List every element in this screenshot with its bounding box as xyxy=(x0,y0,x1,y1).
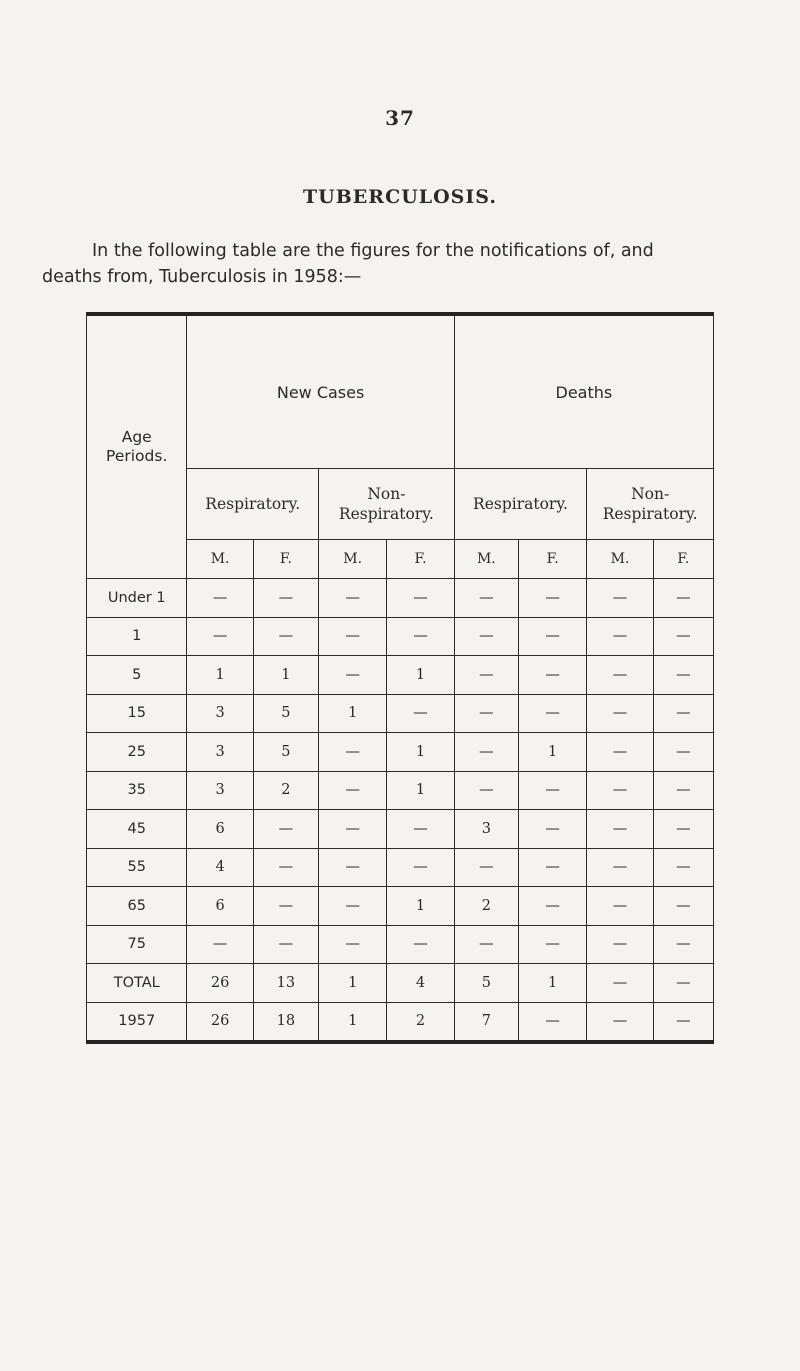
table-cell: 4 xyxy=(387,964,454,1003)
table-row xyxy=(87,579,714,618)
table-cell: — xyxy=(519,810,587,849)
age-header-line1: Age xyxy=(121,428,152,446)
table-cell: — xyxy=(187,925,253,964)
table-cell: — xyxy=(319,771,387,810)
table-row xyxy=(87,733,714,772)
new-cases-non-respiratory-header xyxy=(319,469,455,540)
table-row xyxy=(87,694,714,733)
table-cell: — xyxy=(587,848,653,887)
table-cell: — xyxy=(187,617,253,656)
table-cell: — xyxy=(519,887,587,926)
table-cell: — xyxy=(653,964,713,1003)
table-cell: — xyxy=(587,1002,653,1042)
intro-line-1: In the following table are the figures for the notifications of, and xyxy=(92,241,654,261)
table-cell: — xyxy=(319,848,387,887)
table-cell: — xyxy=(653,694,713,733)
table-cell: — xyxy=(387,617,454,656)
table-cell: 6 xyxy=(187,887,253,926)
deaths-header: Deaths xyxy=(454,314,713,469)
table-cell: — xyxy=(253,925,318,964)
table-cell: 26 xyxy=(187,1002,253,1042)
age-header-line2: Periods. xyxy=(106,447,168,465)
table-cell: — xyxy=(587,656,653,695)
table-cell: 1 xyxy=(187,656,253,695)
nonresp-line2: Respiratory. xyxy=(602,505,698,523)
table-cell: — xyxy=(253,810,318,849)
table-row xyxy=(87,617,714,656)
table-row xyxy=(87,656,714,695)
new-cases-header: New Cases xyxy=(187,314,454,469)
table-cell: — xyxy=(387,579,454,618)
age-period-cell: 45 xyxy=(87,810,187,849)
table-cell: 7 xyxy=(454,1002,518,1042)
table-cell: 2 xyxy=(387,1002,454,1042)
table-cell: 3 xyxy=(187,771,253,810)
col-male: M. xyxy=(454,540,518,579)
table-cell: — xyxy=(319,925,387,964)
col-female: F. xyxy=(653,540,713,579)
table-cell: 1 xyxy=(387,887,454,926)
table-cell: — xyxy=(587,925,653,964)
table-cell: 1 xyxy=(519,733,587,772)
col-male: M. xyxy=(319,540,387,579)
age-period-cell: TOTAL xyxy=(87,964,187,1003)
table-cell: 6 xyxy=(187,810,253,849)
tuberculosis-table xyxy=(86,312,714,1044)
table-cell: — xyxy=(454,771,518,810)
table-cell: — xyxy=(587,733,653,772)
table-cell: — xyxy=(319,887,387,926)
table-cell: 1 xyxy=(253,656,318,695)
table-cell: — xyxy=(519,1002,587,1042)
table-cell: — xyxy=(253,617,318,656)
table-cell: — xyxy=(387,694,454,733)
table-cell: — xyxy=(653,1002,713,1042)
table-cell: 1 xyxy=(319,964,387,1003)
age-period-cell: 65 xyxy=(87,887,187,926)
age-period-cell: 75 xyxy=(87,925,187,964)
table-cell: — xyxy=(387,925,454,964)
table-cell: 3 xyxy=(454,810,518,849)
intro-line-2: deaths from, Tuberculosis in 1958:— xyxy=(42,267,362,287)
table-cell: 5 xyxy=(253,694,318,733)
age-period-cell: 55 xyxy=(87,848,187,887)
table-cell: — xyxy=(587,964,653,1003)
table-cell: — xyxy=(454,579,518,618)
table-cell: 2 xyxy=(454,887,518,926)
nonresp-line2: Respiratory. xyxy=(338,505,434,523)
table-cell: — xyxy=(587,579,653,618)
table-cell: — xyxy=(653,733,713,772)
table-cell: 13 xyxy=(253,964,318,1003)
table-row xyxy=(87,925,714,964)
col-female: F. xyxy=(253,540,318,579)
table-cell: — xyxy=(653,925,713,964)
table-cell: — xyxy=(319,733,387,772)
table-cell: 2 xyxy=(253,771,318,810)
nonresp-line1: Non- xyxy=(367,485,406,503)
table-cell: 5 xyxy=(253,733,318,772)
table-cell: — xyxy=(454,848,518,887)
table-cell: — xyxy=(587,694,653,733)
table-cell: — xyxy=(587,771,653,810)
table-cell: — xyxy=(653,579,713,618)
col-female: F. xyxy=(519,540,587,579)
table-cell: — xyxy=(587,810,653,849)
page-title: TUBERCULOSIS. xyxy=(303,186,497,208)
table-cell: — xyxy=(387,810,454,849)
table-cell: — xyxy=(454,925,518,964)
deaths-respiratory-header: Respiratory. xyxy=(454,469,587,540)
table-cell: — xyxy=(454,733,518,772)
table-cell: — xyxy=(253,579,318,618)
table-cell: 1 xyxy=(519,964,587,1003)
deaths-non-respiratory-header xyxy=(587,469,714,540)
age-period-cell: 1 xyxy=(87,617,187,656)
table-cell: — xyxy=(653,887,713,926)
table-cell: 1 xyxy=(319,1002,387,1042)
age-period-cell: 15 xyxy=(87,694,187,733)
table-cell: — xyxy=(319,617,387,656)
age-period-cell: Under 1 xyxy=(87,579,187,618)
new-cases-respiratory-header: Respiratory. xyxy=(187,469,319,540)
table-row xyxy=(87,771,714,810)
table-cell: — xyxy=(587,617,653,656)
table-cell: — xyxy=(253,887,318,926)
table-cell: 4 xyxy=(187,848,253,887)
table-cell: — xyxy=(519,848,587,887)
table-cell: — xyxy=(387,848,454,887)
table-cell: — xyxy=(454,617,518,656)
table-cell: — xyxy=(253,848,318,887)
table-row xyxy=(87,887,714,926)
age-periods-header xyxy=(87,314,187,579)
age-period-cell: 35 xyxy=(87,771,187,810)
table-row xyxy=(87,1002,714,1042)
table-cell: 5 xyxy=(454,964,518,1003)
table-cell: — xyxy=(519,925,587,964)
table-cell: — xyxy=(319,579,387,618)
intro-paragraph xyxy=(42,238,752,290)
table-row xyxy=(87,964,714,1003)
table-cell: — xyxy=(653,656,713,695)
table-cell: — xyxy=(519,771,587,810)
table-cell: 3 xyxy=(187,694,253,733)
table-cell: — xyxy=(319,656,387,695)
table-cell: 1 xyxy=(387,733,454,772)
table-cell: — xyxy=(187,579,253,618)
table-cell: — xyxy=(454,656,518,695)
table-row xyxy=(87,810,714,849)
table-cell: 1 xyxy=(319,694,387,733)
table-cell: 26 xyxy=(187,964,253,1003)
col-female: F. xyxy=(387,540,454,579)
table-cell: — xyxy=(454,694,518,733)
age-period-cell: 5 xyxy=(87,656,187,695)
table-cell: 1 xyxy=(387,656,454,695)
table-cell: — xyxy=(519,579,587,618)
table-cell: — xyxy=(519,656,587,695)
table-body xyxy=(87,579,714,1043)
table-cell: — xyxy=(653,771,713,810)
col-male: M. xyxy=(587,540,653,579)
age-period-cell: 1957 xyxy=(87,1002,187,1042)
nonresp-line1: Non- xyxy=(631,485,670,503)
table-cell: 1 xyxy=(387,771,454,810)
table-cell: — xyxy=(519,617,587,656)
table-cell: — xyxy=(587,887,653,926)
table-cell: 3 xyxy=(187,733,253,772)
table-cell: — xyxy=(653,617,713,656)
table-cell: 18 xyxy=(253,1002,318,1042)
col-male: M. xyxy=(187,540,253,579)
table-cell: — xyxy=(653,848,713,887)
table-row xyxy=(87,848,714,887)
table-cell: — xyxy=(519,694,587,733)
table-cell: — xyxy=(653,810,713,849)
table-cell: — xyxy=(319,810,387,849)
age-period-cell: 25 xyxy=(87,733,187,772)
page-number: 37 xyxy=(385,106,415,130)
